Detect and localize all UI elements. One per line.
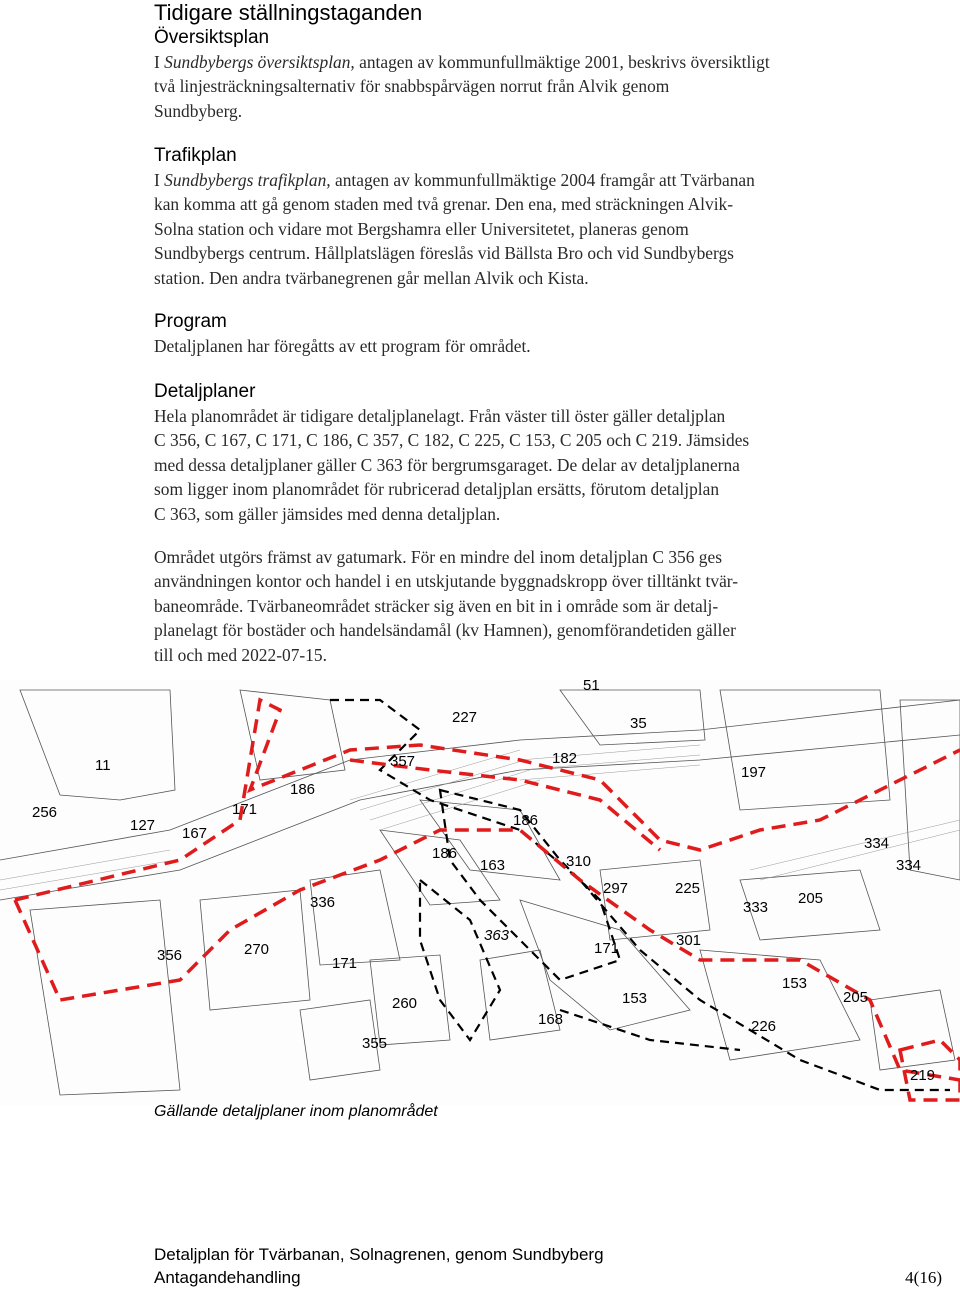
plan-label: 186 xyxy=(432,845,458,862)
plan-label: 356 xyxy=(157,947,183,964)
plan-label: 168 xyxy=(538,1011,564,1028)
plan-label: 153 xyxy=(622,990,648,1007)
plan-label: 171 xyxy=(332,955,358,972)
plan-label: 225 xyxy=(675,880,701,897)
plan-label: 333 xyxy=(743,899,769,916)
plan-label: 301 xyxy=(676,932,702,949)
plan-label: 186 xyxy=(290,781,316,798)
plan-label: 363 xyxy=(484,927,510,944)
plan-label: 355 xyxy=(362,1035,388,1052)
plan-label: 205 xyxy=(843,989,869,1006)
heading-program: Program xyxy=(154,311,227,332)
paragraph-trafikplan: I Sundbybergs trafikplan, antagen av kommunfullmäktige 2004 framgår att Tvärbanan kan komma att gå genom staden med två grenar. Den ena, med sträckningen Alvik- Solna station och vidare mot Bergshamra eller Universitetet, planeras genom Sundbybergs centrum. Hållplatslägen föreslås vid Bällsta Bro och vid Sundbybergs station. Den andra tvärbanegrenen går mellan Alvik och Kista. xyxy=(154,170,755,288)
heading-oversiktsplan: Översiktsplan xyxy=(154,27,270,48)
map-caption: Gällande detaljplaner inom planområdet xyxy=(154,1103,438,1120)
heading-trafikplan: Trafikplan xyxy=(154,145,237,166)
plan-label: 153 xyxy=(782,975,808,992)
plan-label: 35 xyxy=(630,715,647,732)
plan-label: 256 xyxy=(32,804,58,821)
doc-name-trafikplan: Sundbybergs trafikplan, xyxy=(164,170,331,190)
plan-label: 127 xyxy=(130,817,156,834)
page-number: 4(16) xyxy=(905,1268,942,1287)
plan-label: 260 xyxy=(392,995,418,1012)
plan-label: 297 xyxy=(603,880,629,897)
paragraph-program: Detaljplanen har föregåtts av ett program för området. xyxy=(154,336,531,356)
plan-label: 310 xyxy=(566,853,592,870)
plan-label: 163 xyxy=(480,857,506,874)
paragraph-detaljplaner: Hela planområdet är tidigare detaljplanelagt. Från väster till öster gäller detaljplan C 356, C 167, C 171, C 186, C 357, C 182, C 225, C 153, C 205 och C 219. Jämsides med dessa detaljplaner gäller C 363 för bergrumsgaraget. De delar av detaljplanerna som ligger inom planområdet för rubricerad detaljplan ersätts, förutom detaljplan C 363, som gäller jämsides med denna detaljplan. xyxy=(154,406,750,524)
plan-label: 336 xyxy=(310,894,336,911)
plan-label: 167 xyxy=(182,825,208,842)
plan-label: 205 xyxy=(798,890,824,907)
plan-label: 186 xyxy=(513,812,539,829)
plan-label: 171 xyxy=(232,801,258,818)
plan-label: 51 xyxy=(583,680,600,694)
plan-label: 171 xyxy=(594,940,620,957)
heading-detaljplaner: Detaljplaner xyxy=(154,381,256,402)
paragraph-oversiktsplan: I Sundbybergs översiktsplan, antagen av kommunfullmäktige 2001, beskrivs översiktligt två linjesträckningsalternativ för snabbspårvägen norrut från Alvik genom Sundbyberg. xyxy=(154,52,770,121)
plan-label: 270 xyxy=(244,941,270,958)
plan-label: 11 xyxy=(95,757,111,774)
plan-label: 226 xyxy=(751,1018,777,1035)
plan-label: 197 xyxy=(741,764,767,781)
detail-plan-map xyxy=(0,680,960,1105)
plan-label: 334 xyxy=(864,835,890,852)
plan-label: 357 xyxy=(390,753,416,770)
footer-title: Detaljplan för Tvärbanan, Solnagrenen, genom Sundbyberg xyxy=(154,1245,604,1264)
plan-label: 219 xyxy=(910,1067,936,1084)
page-title: Tidigare ställningstaganden xyxy=(154,0,423,25)
plan-label: 334 xyxy=(896,857,922,874)
plan-label: 227 xyxy=(452,709,478,726)
doc-name-oversiktsplan: Sundbybergs översiktsplan, xyxy=(164,52,355,72)
footer-subtitle: Antagandehandling xyxy=(154,1268,301,1287)
plan-label: 182 xyxy=(552,750,578,767)
paragraph-omradet: Området utgörs främst av gatumark. För en mindre del inom detaljplan C 356 ges användningen kontor och handel i en utskjutande byggnadskropp över tilltänkt tvär- baneområde. Tvärbaneområdet sträcker sig även en bit in i område som är detalj- planelagt för bostäder och handelsändamål (kv Hamnen), genomförandetiden gäller till och med 2022-07-15. xyxy=(154,547,739,665)
